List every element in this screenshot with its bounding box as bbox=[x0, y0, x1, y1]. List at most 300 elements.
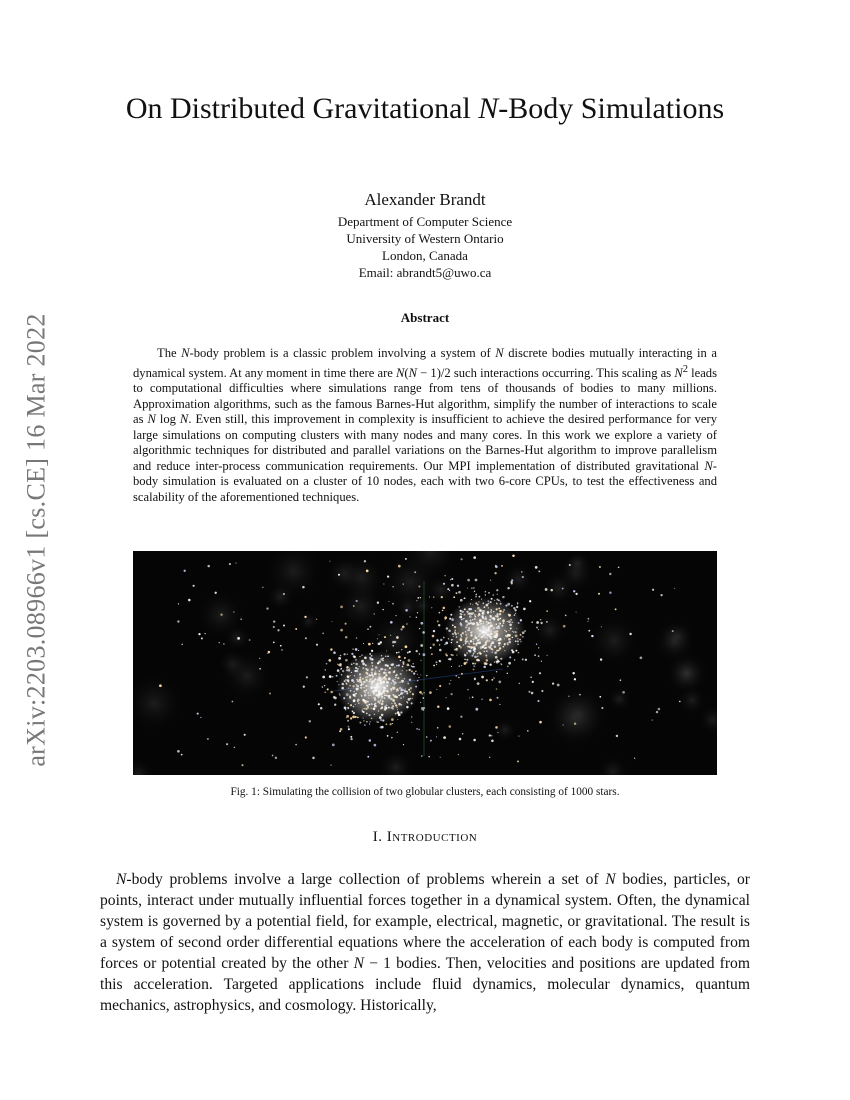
star-point bbox=[599, 566, 601, 568]
star-point bbox=[351, 653, 353, 655]
star-point bbox=[318, 703, 320, 705]
star-point bbox=[437, 727, 439, 729]
star-point bbox=[320, 707, 323, 710]
star-point bbox=[522, 576, 524, 578]
star-point bbox=[462, 733, 464, 735]
star-point bbox=[304, 616, 306, 618]
star-point bbox=[305, 637, 307, 639]
star-point bbox=[511, 582, 513, 584]
star-point bbox=[488, 592, 490, 594]
star-point bbox=[531, 621, 533, 623]
star-point bbox=[275, 757, 277, 759]
star-point bbox=[491, 735, 492, 736]
star-point bbox=[449, 725, 452, 728]
star-point bbox=[532, 681, 534, 683]
background-haze bbox=[548, 683, 611, 746]
star-point bbox=[492, 594, 494, 596]
star-point bbox=[436, 736, 437, 737]
star-point bbox=[521, 571, 523, 573]
star-point bbox=[283, 593, 285, 595]
author-department: Department of Computer Science bbox=[337, 214, 513, 229]
star-point bbox=[215, 592, 217, 594]
star-point bbox=[568, 696, 569, 697]
star-point bbox=[281, 649, 283, 651]
star-point bbox=[516, 606, 518, 608]
star-point bbox=[460, 716, 462, 718]
star-point bbox=[417, 612, 418, 613]
star-point bbox=[198, 633, 200, 635]
star-point bbox=[620, 679, 622, 681]
star-point bbox=[439, 685, 441, 687]
star-point bbox=[473, 556, 476, 559]
star-point bbox=[514, 659, 516, 661]
star-point bbox=[574, 723, 576, 725]
author-location: London, Canada bbox=[382, 248, 468, 263]
star-point bbox=[541, 661, 542, 662]
star-point bbox=[420, 622, 423, 625]
star-point bbox=[498, 681, 501, 684]
star-point bbox=[372, 643, 373, 644]
star-point bbox=[312, 757, 315, 760]
star-point bbox=[587, 621, 588, 622]
cluster-core-glow bbox=[445, 597, 525, 665]
star-point bbox=[517, 602, 519, 604]
star-point bbox=[358, 650, 359, 651]
star-point bbox=[408, 659, 411, 662]
star-point bbox=[493, 677, 494, 678]
star-point bbox=[475, 579, 478, 582]
star-point bbox=[449, 658, 452, 661]
star-point bbox=[387, 735, 389, 737]
star-point bbox=[545, 588, 548, 591]
star-point bbox=[338, 574, 340, 576]
star-point bbox=[390, 621, 393, 624]
star-point bbox=[316, 644, 318, 646]
star-point bbox=[616, 735, 618, 737]
star-point bbox=[405, 609, 408, 612]
star-point bbox=[538, 570, 540, 572]
star-point bbox=[458, 665, 460, 667]
star-point bbox=[329, 675, 332, 678]
star-point bbox=[525, 659, 527, 661]
star-point bbox=[391, 737, 393, 739]
star-point bbox=[259, 658, 260, 659]
star-point bbox=[537, 700, 539, 702]
star-point bbox=[268, 651, 271, 654]
star-point bbox=[411, 722, 412, 723]
star-point bbox=[347, 654, 348, 655]
star-point bbox=[591, 635, 593, 637]
star-point bbox=[460, 599, 463, 602]
star-point bbox=[367, 756, 369, 758]
star-point bbox=[334, 704, 336, 706]
star-point bbox=[489, 734, 491, 736]
star-point bbox=[576, 612, 577, 613]
star-point bbox=[652, 589, 654, 591]
star-point bbox=[466, 661, 468, 663]
star-point bbox=[562, 588, 564, 590]
star-point bbox=[229, 563, 231, 565]
star-point bbox=[433, 630, 435, 632]
star-point bbox=[330, 691, 333, 694]
star-point bbox=[396, 636, 399, 639]
star-point bbox=[392, 586, 393, 587]
star-point bbox=[444, 575, 445, 576]
star-point bbox=[496, 671, 497, 672]
star-point bbox=[421, 693, 423, 695]
star-point bbox=[339, 663, 341, 665]
star-point bbox=[403, 744, 404, 745]
star-point bbox=[414, 571, 416, 573]
star-point bbox=[326, 663, 328, 665]
star-point bbox=[316, 619, 317, 620]
star-point bbox=[458, 677, 460, 679]
background-haze bbox=[532, 612, 568, 648]
star-point bbox=[398, 565, 401, 568]
star-point bbox=[374, 613, 375, 614]
star-point bbox=[439, 612, 441, 614]
star-point bbox=[467, 689, 468, 690]
background-haze bbox=[221, 650, 272, 701]
star-point bbox=[546, 610, 548, 612]
star-point bbox=[440, 757, 441, 758]
star-point bbox=[381, 726, 384, 729]
star-point bbox=[423, 653, 426, 656]
star-point bbox=[449, 590, 450, 591]
star-point bbox=[538, 655, 540, 657]
star-point bbox=[181, 754, 183, 756]
star-point bbox=[328, 659, 331, 662]
star-point bbox=[302, 586, 305, 589]
star-point bbox=[472, 696, 474, 698]
star-point bbox=[364, 560, 366, 562]
star-point bbox=[441, 596, 443, 598]
star-point bbox=[432, 643, 434, 645]
star-point bbox=[416, 650, 418, 652]
star-point bbox=[416, 728, 418, 730]
star-point bbox=[436, 664, 437, 665]
author-university: University of Western Ontario bbox=[346, 231, 504, 246]
star-point bbox=[322, 676, 325, 679]
star-point bbox=[464, 598, 465, 599]
star-point bbox=[481, 699, 482, 700]
star-point bbox=[423, 709, 424, 710]
star-point bbox=[422, 631, 425, 634]
star-point bbox=[401, 649, 402, 650]
star-point bbox=[387, 575, 389, 577]
star-point bbox=[423, 697, 425, 699]
star-point bbox=[350, 738, 352, 740]
star-point bbox=[431, 653, 433, 655]
star-point bbox=[536, 626, 538, 628]
star-point bbox=[507, 587, 509, 589]
star-point bbox=[402, 626, 405, 629]
star-point bbox=[512, 554, 515, 557]
star-point bbox=[389, 723, 391, 725]
star-point bbox=[327, 688, 329, 690]
star-point bbox=[277, 629, 279, 631]
star-point bbox=[469, 697, 470, 698]
star-point bbox=[433, 665, 435, 667]
section-heading bbox=[0, 829, 850, 846]
star-point bbox=[369, 739, 372, 742]
arxiv-identifier-text: arXiv:2203.08966v1 [cs.CE] 16 Mar 2022 bbox=[22, 313, 51, 767]
star-point bbox=[405, 645, 408, 648]
star-point bbox=[546, 621, 548, 623]
star-point bbox=[467, 588, 468, 589]
star-point bbox=[451, 584, 454, 587]
star-point bbox=[529, 600, 531, 602]
star-point bbox=[442, 610, 444, 612]
star-point bbox=[272, 755, 274, 757]
star-point bbox=[528, 691, 530, 693]
star-point bbox=[629, 633, 631, 635]
star-point bbox=[409, 651, 411, 653]
star-point bbox=[348, 728, 350, 730]
star-point bbox=[449, 683, 451, 685]
star-point bbox=[204, 633, 205, 634]
star-point bbox=[283, 625, 285, 627]
star-point bbox=[541, 690, 543, 692]
star-point bbox=[456, 592, 458, 594]
star-point bbox=[397, 732, 398, 733]
star-point bbox=[574, 678, 576, 680]
star-point bbox=[330, 765, 331, 766]
star-point bbox=[397, 719, 398, 720]
cluster-core-glow bbox=[336, 651, 420, 723]
star-point bbox=[345, 623, 347, 625]
star-point bbox=[380, 641, 382, 643]
author-name: Alexander Brandt bbox=[364, 190, 486, 209]
background-haze bbox=[502, 563, 535, 596]
star-point bbox=[674, 588, 675, 589]
star-point bbox=[618, 566, 620, 568]
star-point bbox=[339, 730, 341, 732]
paper-title-start: On Distributed Gravitational bbox=[125, 92, 479, 125]
star-point bbox=[455, 675, 457, 677]
star-point bbox=[497, 697, 499, 699]
star-point bbox=[417, 597, 419, 599]
star-point bbox=[481, 676, 484, 679]
star-point bbox=[444, 644, 446, 646]
star-point bbox=[385, 723, 387, 725]
star-point bbox=[374, 744, 377, 747]
star-point bbox=[193, 585, 195, 587]
star-point bbox=[461, 558, 463, 560]
star-point bbox=[392, 603, 394, 605]
star-point bbox=[423, 692, 424, 693]
star-point bbox=[539, 721, 542, 724]
star-point bbox=[390, 635, 391, 636]
star-point bbox=[443, 637, 445, 639]
star-point bbox=[259, 668, 261, 670]
paper-title-end: -Body Simulations bbox=[498, 92, 725, 125]
star-point bbox=[473, 665, 475, 667]
background-haze bbox=[666, 654, 705, 693]
star-point bbox=[240, 618, 242, 620]
author-block bbox=[0, 190, 850, 281]
star-point bbox=[419, 653, 420, 654]
star-point bbox=[426, 736, 428, 738]
star-point bbox=[495, 726, 498, 729]
star-point bbox=[550, 589, 553, 592]
star-point bbox=[634, 758, 635, 759]
star-point bbox=[420, 597, 421, 598]
star-point bbox=[535, 566, 538, 569]
star-point bbox=[383, 583, 384, 584]
star-point bbox=[234, 747, 236, 749]
star-point bbox=[235, 563, 236, 564]
star-point bbox=[499, 704, 500, 705]
star-point bbox=[420, 660, 421, 661]
star-point bbox=[450, 579, 451, 580]
star-point bbox=[309, 720, 311, 722]
star-point bbox=[377, 602, 379, 604]
star-point bbox=[333, 651, 336, 654]
abstract-heading: Abstract bbox=[400, 310, 450, 325]
star-point bbox=[352, 648, 354, 650]
star-point bbox=[461, 665, 462, 666]
star-point bbox=[350, 717, 352, 719]
star-point bbox=[599, 696, 601, 698]
star-point bbox=[273, 626, 275, 628]
star-point bbox=[340, 728, 343, 731]
background-haze bbox=[607, 686, 632, 711]
star-point bbox=[367, 628, 369, 630]
star-point bbox=[266, 607, 268, 609]
star-point bbox=[347, 720, 349, 722]
star-point bbox=[303, 686, 305, 688]
star-point bbox=[530, 677, 531, 678]
star-point bbox=[565, 615, 567, 617]
figure-caption: Fig. 1: Simulating the collision of two globular clusters, each consisting of 1000 stars. bbox=[230, 786, 620, 798]
star-point bbox=[446, 655, 448, 657]
star-point bbox=[403, 583, 404, 584]
background-haze bbox=[336, 552, 388, 604]
star-point bbox=[508, 662, 511, 665]
star-point bbox=[429, 596, 430, 597]
star-point bbox=[496, 589, 498, 591]
star-point bbox=[489, 757, 490, 758]
star-point bbox=[473, 668, 475, 670]
star-point bbox=[539, 672, 541, 674]
star-point bbox=[540, 622, 542, 624]
star-point bbox=[177, 620, 179, 622]
star-point bbox=[207, 565, 209, 567]
star-point bbox=[305, 736, 307, 738]
star-point bbox=[280, 645, 282, 647]
star-point bbox=[364, 724, 366, 726]
star-point bbox=[226, 743, 228, 745]
star-point bbox=[369, 723, 370, 724]
star-point bbox=[534, 654, 536, 656]
star-point bbox=[511, 579, 513, 581]
star-point bbox=[337, 669, 340, 672]
star-point bbox=[458, 591, 461, 594]
star-point bbox=[418, 729, 419, 730]
star-point bbox=[218, 642, 219, 643]
star-point bbox=[557, 684, 560, 687]
star-point bbox=[220, 614, 222, 616]
star-point bbox=[188, 599, 191, 602]
star-point bbox=[609, 591, 611, 593]
star-point bbox=[241, 764, 243, 766]
star-point bbox=[477, 682, 480, 685]
background-haze bbox=[564, 551, 591, 576]
star-point bbox=[430, 692, 431, 693]
star-point bbox=[207, 738, 209, 740]
star-point bbox=[269, 692, 271, 694]
star-point bbox=[600, 658, 602, 660]
star-point bbox=[181, 644, 182, 645]
star-point bbox=[609, 573, 611, 575]
star-point bbox=[523, 608, 526, 611]
star-point bbox=[672, 630, 674, 632]
star-point bbox=[497, 732, 498, 733]
star-point bbox=[437, 706, 439, 708]
star-point bbox=[346, 717, 347, 718]
star-point bbox=[420, 644, 423, 647]
star-point bbox=[495, 565, 498, 568]
star-point bbox=[518, 736, 519, 737]
star-point bbox=[184, 570, 186, 572]
star-point bbox=[473, 739, 476, 742]
star-point bbox=[392, 645, 394, 647]
star-point bbox=[640, 656, 643, 659]
star-point bbox=[338, 657, 341, 660]
star-point bbox=[475, 596, 476, 597]
star-point bbox=[451, 654, 453, 656]
star-point bbox=[473, 587, 474, 588]
star-point bbox=[552, 682, 554, 684]
star-point bbox=[490, 580, 491, 581]
star-point bbox=[419, 628, 420, 629]
star-point bbox=[447, 707, 450, 710]
star-point bbox=[409, 616, 410, 617]
star-point bbox=[531, 692, 534, 695]
star-point bbox=[346, 715, 349, 718]
star-point bbox=[435, 661, 437, 663]
star-point bbox=[660, 594, 662, 596]
star-point bbox=[324, 685, 325, 686]
star-point bbox=[232, 701, 234, 703]
star-point bbox=[322, 686, 324, 688]
star-point bbox=[446, 697, 447, 698]
star-point bbox=[329, 561, 330, 562]
star-point bbox=[356, 600, 358, 602]
star-point bbox=[437, 620, 439, 622]
star-point bbox=[615, 608, 617, 610]
star-point bbox=[392, 723, 393, 724]
star-point bbox=[522, 658, 524, 660]
star-point bbox=[450, 693, 452, 695]
star-point bbox=[461, 673, 463, 675]
star-point bbox=[400, 628, 402, 630]
introduction-paragraph: N-body problems involve a large collection of problems wherein a set of N bodies, particles, or points, interact under mutually influential forces together in a dynamical system. Often, the dynamical system is governed by a potential field, for example, electrical, magnetic, or gravitational. The result is a system of second order differential equations where the acceleration of each body is computed from forces or potential created by the other N − 1 bodies. Then, velocities and positions are updated from this acceleration. Targeted applications include fluid dynamics, molecular dynamics, quantum mechanics, astrophysics, and cosmology. Historically, bbox=[100, 871, 751, 1014]
star-point bbox=[491, 740, 494, 743]
star-point bbox=[519, 683, 521, 685]
star-point bbox=[476, 593, 477, 594]
author-email: Email: abrandt5@uwo.ca bbox=[358, 265, 492, 280]
star-point bbox=[324, 691, 326, 693]
star-point bbox=[443, 583, 445, 585]
star-point bbox=[438, 624, 440, 626]
star-point bbox=[426, 675, 427, 676]
background-haze bbox=[587, 613, 641, 667]
star-cluster-figure bbox=[133, 551, 717, 775]
star-point bbox=[421, 755, 422, 756]
star-point bbox=[378, 634, 379, 635]
